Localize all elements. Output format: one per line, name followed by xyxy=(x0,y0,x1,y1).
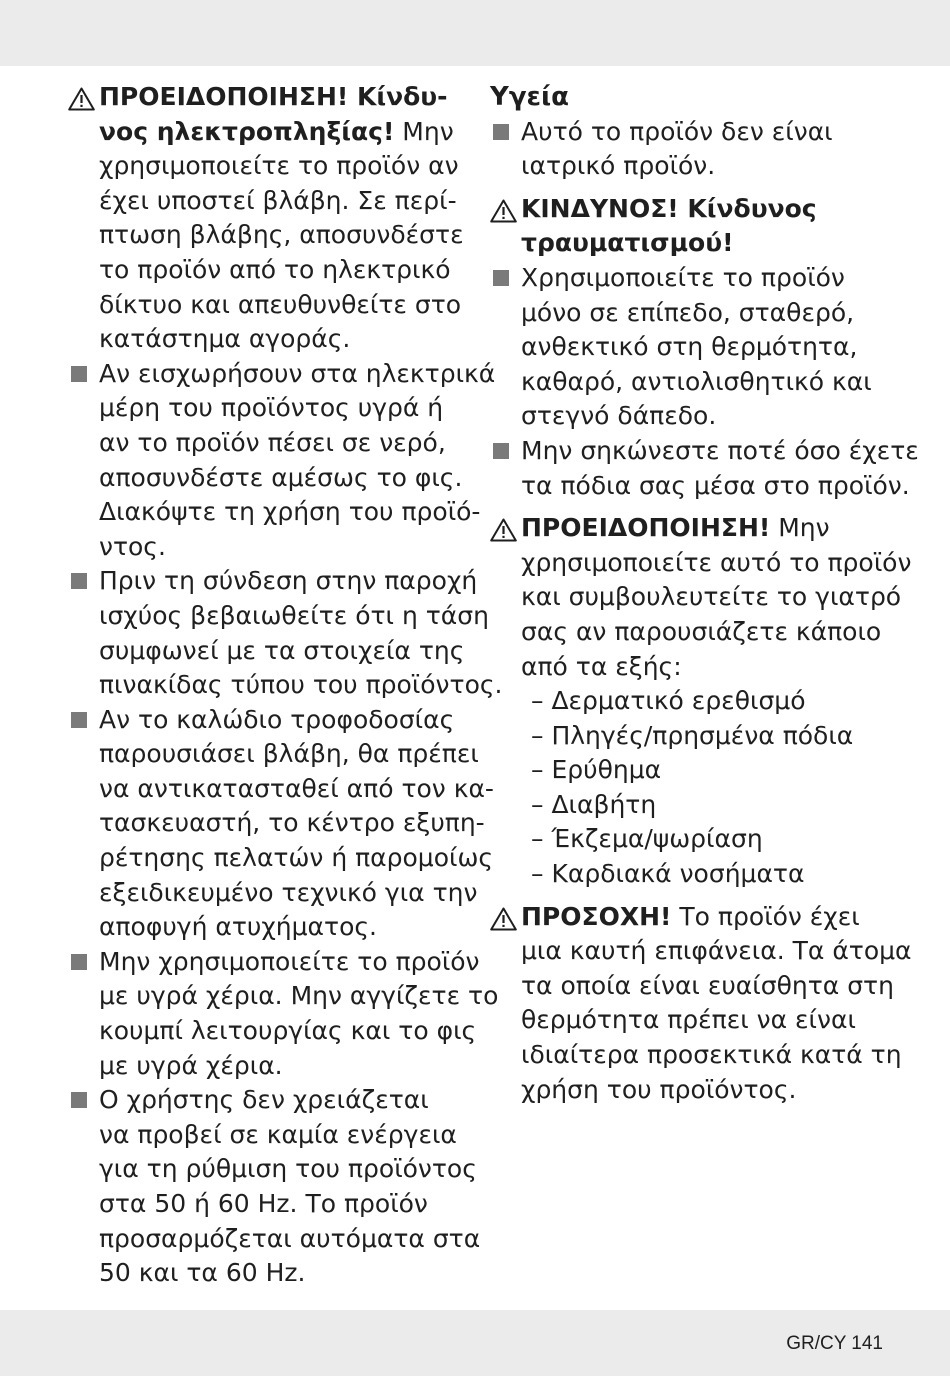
text-line: αποσυνδέστε αμέσως το φις. xyxy=(99,462,463,492)
dash-list-item: – Δερματικό ερεθισμό xyxy=(531,686,806,716)
list-item xyxy=(68,703,494,945)
text-line: στεγνό δάπεδο. xyxy=(521,401,717,431)
text-line: αν το προϊόν πέσει σε νερό, xyxy=(99,427,446,457)
warning-triangle-icon xyxy=(68,87,95,111)
text-line: θερμότητα πρέπει να είναι xyxy=(521,1005,856,1035)
text-line: καθαρό, αντιολισθητικό και xyxy=(521,366,872,396)
text-line: χρήση του προϊόντος. xyxy=(521,1074,797,1104)
page-number: GR/CY 141 xyxy=(786,1333,883,1354)
text-line: παρουσιάσει βλάβη, θα πρέπει xyxy=(99,739,479,769)
text-line: μόνο σε επίπεδο, σταθερό, xyxy=(521,297,855,327)
dash-list-item: – Πληγές/πρησμένα πόδια xyxy=(531,720,854,750)
text-line: ιατρικό προϊόν. xyxy=(521,151,716,181)
square-bullet-icon xyxy=(493,443,509,459)
text-line: μια καυτή επιφάνεια. Τα άτομα xyxy=(521,936,912,966)
text-line: ιδιαίτερα προσεκτικά κατά τη xyxy=(521,1040,902,1070)
list-item xyxy=(68,945,499,1083)
warning-triangle-icon xyxy=(490,907,517,931)
text-line: τασκευαστή, το κέντρο εξυπη- xyxy=(99,808,485,838)
warning-title: ΠΡΟΕΙΔΟΠΟΙΗΣΗ! Κίνδυ- xyxy=(99,82,448,111)
left-column xyxy=(68,80,503,1291)
text-line: προσαρμόζεται αυτόματα στα xyxy=(99,1223,481,1253)
text-line: το προϊόν από το ηλεκτρικό xyxy=(99,254,451,284)
text-line: τα πόδια σας μέσα στο προϊόν. xyxy=(521,470,910,500)
text-line: Χρησιμοποιείτε το προϊόν xyxy=(521,262,845,292)
text-line: κατάστημα αγοράς. xyxy=(99,324,351,354)
danger-title: ΚΙΝΔΥΝΟΣ! Κίνδυνος xyxy=(521,193,817,223)
section-heading: Υγεία xyxy=(490,82,570,112)
square-bullet-icon xyxy=(71,366,87,382)
list-item xyxy=(68,564,503,702)
text-line: με υγρά χέρια. xyxy=(99,1050,283,1080)
text-line: Αν εισχωρήσουν στα ηλεκτρικά xyxy=(99,358,496,388)
text-line: Μην σηκώνεστε ποτέ όσο έχετε xyxy=(521,435,919,465)
danger-injury xyxy=(490,192,895,261)
text-line: 50 και τα 60 Hz. xyxy=(99,1258,306,1288)
text-line: για τη ρύθμιση του προϊόντος xyxy=(99,1154,477,1184)
text-line: στα 50 ή 60 Hz. Το προϊόν xyxy=(99,1189,428,1218)
danger-title-line2: τραυματισμού! xyxy=(521,228,734,258)
text-line: ρέτησης πελατών ή παρομοίως xyxy=(99,843,494,873)
list-item xyxy=(68,1083,481,1291)
text-line: πινακίδας τύπου του προϊόντος. xyxy=(99,670,503,700)
text-line: συμφωνεί με τα στοιχεία της xyxy=(99,635,465,665)
text-line: εξειδικευμένο τεχνικό για την xyxy=(99,877,478,907)
text-line: να αντικατασταθεί από τον κα- xyxy=(99,773,494,803)
text-line: ανθεκτικό στη θερμότητα, xyxy=(521,332,858,362)
text-line: έχει υποστεί βλάβη. Σε περί- xyxy=(99,185,457,215)
list-item xyxy=(490,115,895,184)
text-line: με υγρά χέρια. Μην αγγίζετε το xyxy=(99,981,499,1011)
square-bullet-icon xyxy=(71,573,87,589)
text-line: Μην χρησιμοποιείτε το προϊόν xyxy=(99,946,480,976)
warning-medical xyxy=(490,511,912,892)
dash-list-item: – Έκζεμα/ψωρίαση xyxy=(531,824,763,854)
warning2-title-line: ΠΡΟΕΙΔΟΠΟΙΗΣΗ! Μην xyxy=(521,513,830,543)
square-bullet-icon xyxy=(71,954,87,970)
square-bullet-icon xyxy=(493,124,509,140)
square-bullet-icon xyxy=(493,270,509,286)
text-line: μέρη του προϊόντος υγρά ή xyxy=(99,393,444,423)
list-item xyxy=(490,261,895,434)
text-line: Πριν τη σύνδεση στην παροχή xyxy=(99,566,478,596)
text-line: χρησιμοποιείτε το προϊόν αν xyxy=(99,151,459,181)
text-line: να προβεί σε καμία ενέργεια xyxy=(99,1119,457,1149)
list-item xyxy=(490,434,919,503)
warning-triangle-icon xyxy=(490,199,517,223)
square-bullet-icon xyxy=(71,1092,87,1108)
top-band xyxy=(0,0,950,66)
text-line: αποφυγή ατυχήματος. xyxy=(99,912,378,942)
text-line: τα οποία είναι ευαίσθητα στη xyxy=(521,970,894,1000)
text-line: σας αν παρουσιάζετε κάποιο xyxy=(521,616,882,646)
text-line: χρησιμοποιείτε αυτό το προϊόν xyxy=(521,547,912,577)
text-line: κουμπί λειτουργίας και το φις xyxy=(99,1016,477,1046)
list-item xyxy=(68,357,496,565)
text-line: ντος. xyxy=(99,531,166,561)
text-line: Αυτό το προϊόν δεν είναι xyxy=(521,116,833,146)
text-line: και συμβουλευτείτε το γιατρό xyxy=(521,582,902,612)
text-line: ισχύος βεβαιωθείτε ότι η τάση xyxy=(99,600,489,630)
text-line: πτωση βλάβης, αποσυνδέστε xyxy=(99,220,464,250)
caution-hot-surface xyxy=(490,900,912,1108)
text-line: Ο χρήστης δεν χρειάζεται xyxy=(99,1085,429,1115)
warning-title-line2: νος ηλεκτροπληξίας! Μην xyxy=(99,116,454,146)
warning-triangle-icon xyxy=(490,518,517,542)
text-line: Διακόψτε τη χρήση του προϊό- xyxy=(99,497,481,527)
right-column xyxy=(490,80,919,1107)
dash-list-item: – Καρδιακά νοσήματα xyxy=(531,859,805,889)
text-line: Αν το καλώδιο τροφοδοσίας xyxy=(99,704,455,734)
text-line: από τα εξής: xyxy=(521,651,682,681)
dash-list-item: – Ερύθημα xyxy=(531,755,662,785)
dash-list-item: – Διαβήτη xyxy=(531,789,657,819)
text-line: δίκτυο και απευθυνθείτε στο xyxy=(99,289,462,319)
warning-electric-shock xyxy=(68,80,463,357)
square-bullet-icon xyxy=(71,712,87,728)
caution-title-line: ΠΡΟΣΟΧΗ! Το προϊόν έχει xyxy=(521,901,860,931)
